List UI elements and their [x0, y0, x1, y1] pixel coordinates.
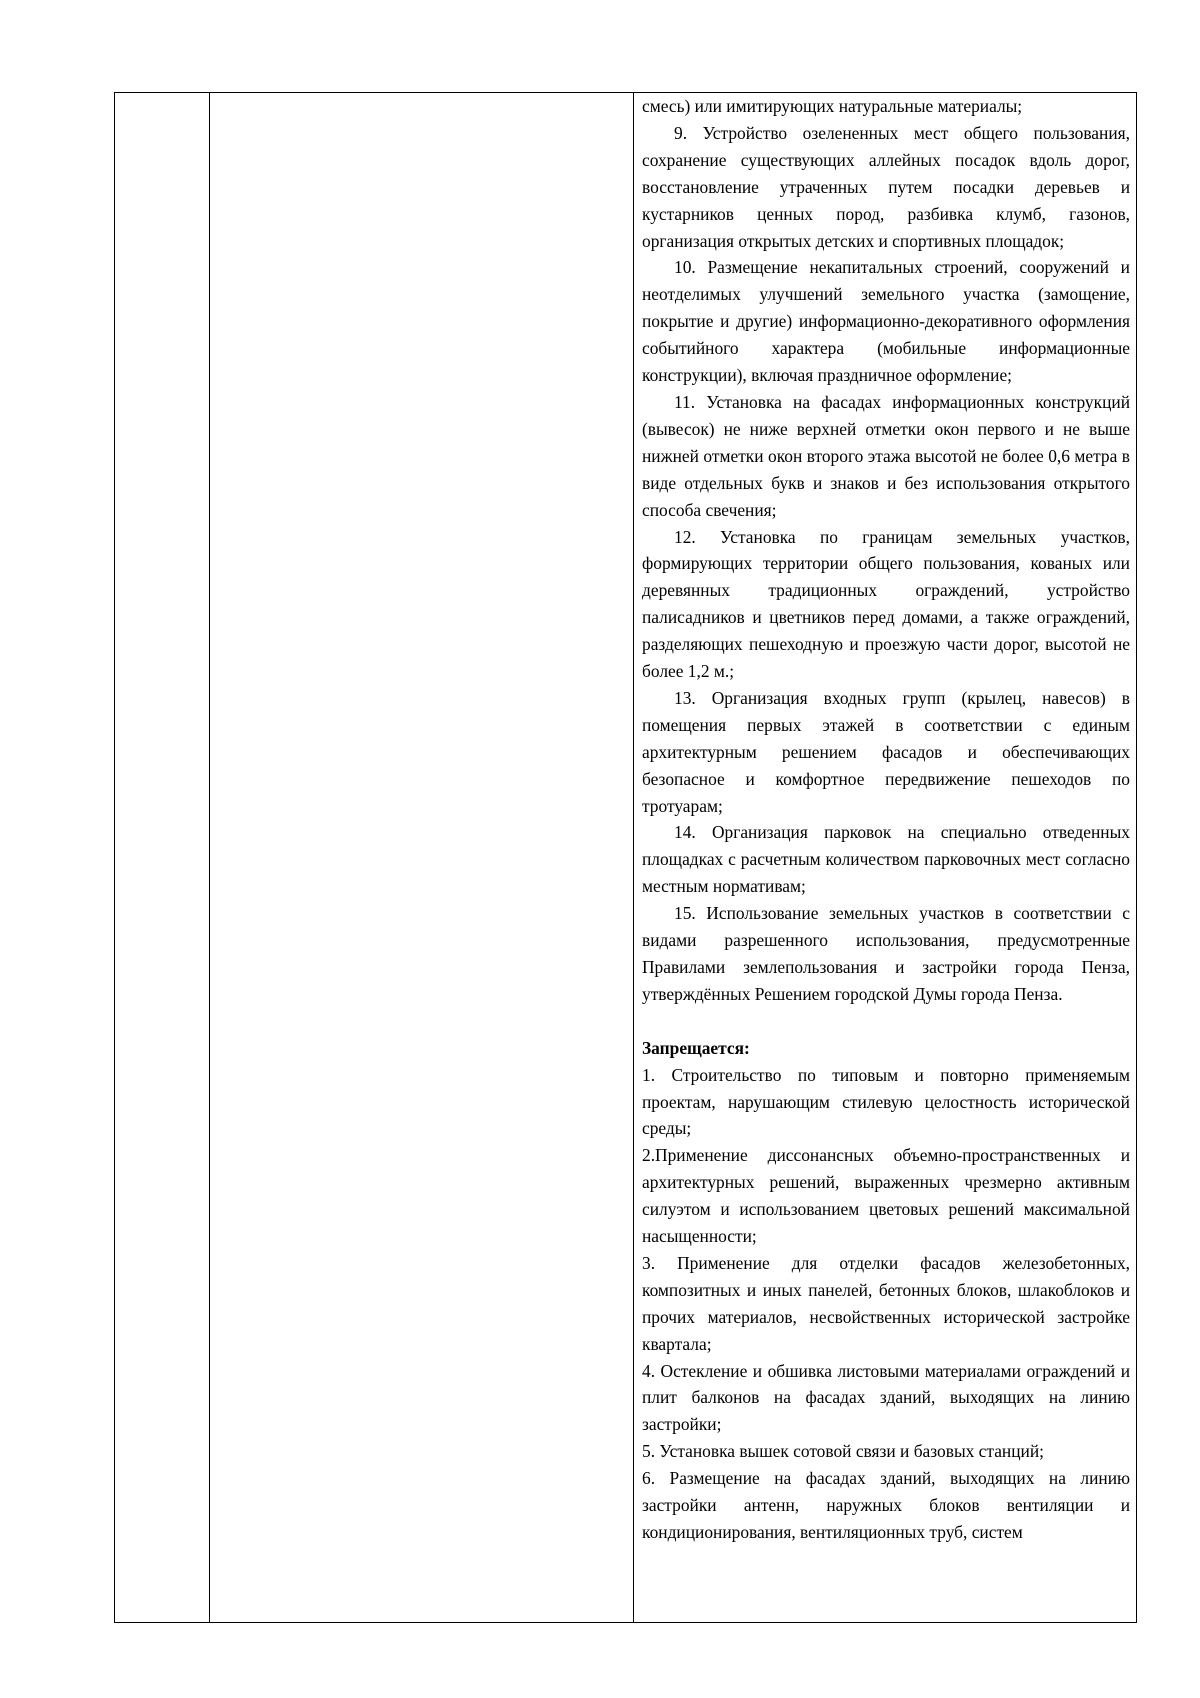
- column-divider-2: [633, 93, 634, 1622]
- regulations-table: [114, 92, 1137, 1623]
- prohibited-item-6: 6. Размещение на фасадах зданий, выходящих на линию застройки антенн, наружных блоков вентиляции и кондиционирования, вентиляционных труб, систем: [642, 1468, 1130, 1543]
- column-divider-1: [209, 93, 210, 1622]
- requirements-cell: [642, 93, 1130, 1546]
- paragraph-gap: [642, 1008, 1130, 1035]
- prohibited-item-1: 1. Строительство по типовым и повторно применяемым проектам, нарушающим стилевую целостность исторической среды;: [642, 1064, 1130, 1139]
- prohibited-item-3: 3. Применение для отделки фасадов железобетонных, композитных и иных панелей, бетонных блоков, шлакоблоков и прочих материалов, несвойственных исторической застройке квартала;: [642, 1252, 1130, 1354]
- prohibited-item-5: 5. Установка вышек сотовой связи и базовых станций;: [642, 1441, 1044, 1462]
- allowed-item-10: 10. Размещение некапитальных строений, сооружений и неотделимых улучшений земельного участка (замощение, покрытие и другие) информационно-декоративного оформления событийного характера (мобильные информационные конструкции), включая праздничное оформление;: [642, 257, 1130, 386]
- allowed-item-9: 9. Устройство озелененных мест общего пользования, сохранение существующих аллейных посадок вдоль дорог, восстановление утраченных путем посадки деревьев и кустарников ценных пород, разбивка клумб, газонов, организация открытых детских и спортивных площадок;: [642, 122, 1130, 251]
- allowed-item-14: 14. Организация парковок на специально отведенных площадках с расчетным количеством парковочных мест согласно местным нормативам;: [642, 822, 1130, 897]
- prohibited-item-4: 4. Остекление и обшивка листовыми материалами ограждений и плит балконов на фасадах зданий, выходящих на линию застройки;: [642, 1360, 1130, 1435]
- allowed-item-12: 12. Установка по границам земельных участков, формирующих территории общего пользования, кованых или деревянных традиционных ограждений, устройство палисадников и цветников перед домами, а также ограждений, разделяющих пешеходную и проезжую части дорог, высотой не более 1,2 м.;: [642, 526, 1130, 682]
- prohibited-heading: Запрещается:: [642, 1037, 750, 1058]
- allowed-item-13: 13. Организация входных групп (крылец, навесов) в помещения первых этажей в соответствии с единым архитектурным решением фасадов и обеспечивающих безопасное и комфортное передвижение пешеходов по тротуарам;: [642, 687, 1130, 816]
- paragraph-continuation: смесь) или имитирующих натуральные материалы;: [642, 96, 1023, 116]
- allowed-item-15: 15. Использование земельных участков в соответствии с видами разрешенного использования, предусмотренные Правилами землепользования и застройки города Пенза, утверждённых Решением городской Думы города Пенза.: [642, 903, 1130, 1004]
- allowed-item-11: 11. Установка на фасадах информационных конструкций (вывесок) не ниже верхней отметки окон первого и не выше нижней отметки окон второго этажа высотой не более 0,6 метра в виде отдельных букв и знаков и без использования открытого способа свечения;: [642, 391, 1130, 520]
- prohibited-item-2: 2.Применение диссонансных объемно-пространственных и архитектурных решений, выраженных чрезмерно активным силуэтом и использованием цветовых решений максимальной насыщенности;: [642, 1145, 1130, 1247]
